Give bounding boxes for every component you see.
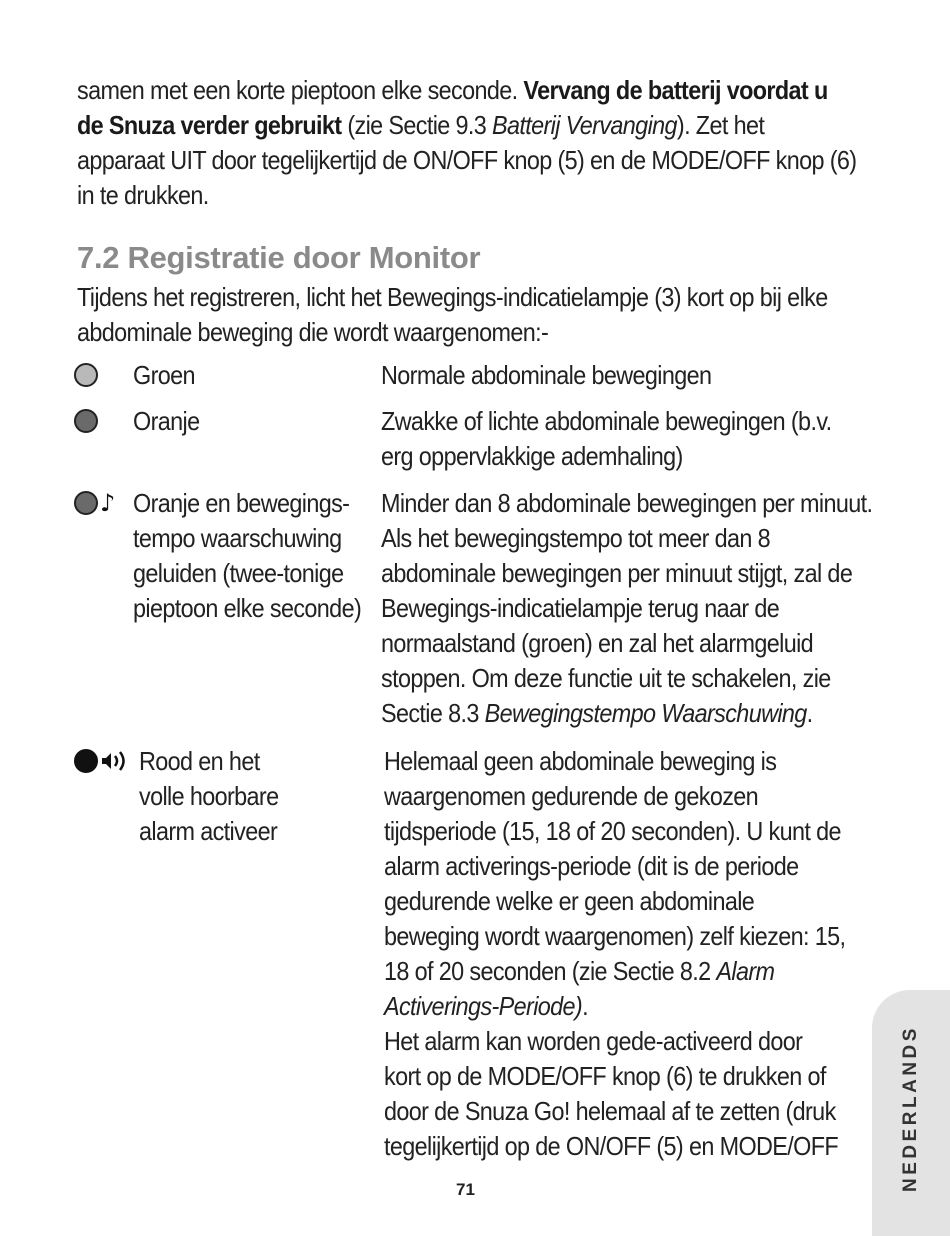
section-intro-line: abdominale beweging die wordt waargenomen:- — [77, 317, 549, 347]
orange-dot-icon — [74, 491, 98, 515]
status-label: Oranje — [133, 406, 200, 436]
status-description: Zwakke of lichte abdominale bewegingen (b.v. erg oppervlakkige ademhaling) — [381, 406, 832, 471]
status-label: Oranje en bewegings- tempo waarschuwing geluiden (twee-tonige pieptoon elke seconde) — [133, 488, 362, 623]
red-light-with-speaker-icon — [74, 746, 130, 776]
language-tab-label: NEDERLANDS — [900, 1025, 921, 1192]
status-label: Groen — [133, 360, 195, 390]
section-reference: Activerings-Periode). — [384, 991, 588, 1021]
music-note-icon: ♪ — [100, 489, 116, 517]
speaker-sound-icon — [100, 749, 130, 773]
status-description: Normale abdominale bewegingen — [381, 360, 712, 390]
section-heading: 7.2 Registratie door Monitor — [77, 240, 481, 275]
status-description: Helemaal geen abdominale beweging is waargenomen gedurende de gekozen tijdsperiode (15, 18 of 20 seconden). U kunt de alarm activerings-periode (dit is de periode gedurende welke er geen abdominale beweging wordt waargenomen) zelf kiezen: 15, 18 of 20 seconden (zie Sectie 8.2 Alarm Activerings-Periode). Het alarm kan worden gede-activeerd door kort op de MODE/OFF knop (6) te drukken of door de Snuza Go! helemaal af te zetten (druk tegelijkertijd op de ON/OFF (5) en MODE/OFF — [384, 744, 861, 1164]
intro-paragraph — [77, 73, 869, 213]
red-dot-icon — [74, 749, 98, 773]
section-reference: 18 of 20 seconden (zie Sectie 8.2 Alarm — [384, 956, 775, 986]
section-intro-line: Tijdens het registreren, licht het Bewegings-indicatielampje (3) kort op bij elke — [77, 282, 828, 312]
intro-line: samen met een korte pieptoon elke seconde. Vervang de batterij voordat u — [77, 75, 828, 105]
green-dot-icon — [74, 363, 98, 387]
status-description: Minder dan 8 abdominale bewegingen per minuut. Als het bewegingstempo tot meer dan 8 abdominale bewegingen per minuut stijgt, zal de Bewegings-indicatielampje terug naar de normaalstand (groen) en zal het alarmgeluid stoppen. Om deze functie uit te schakelen, zie Sectie 8.3 Bewegingstempo Waarschuwing. — [381, 486, 858, 731]
green-light-icon — [74, 360, 98, 390]
intro-line: de Snuza verder gebruikt (zie Sectie 9.3 Batterij Vervanging). Zet het — [77, 110, 765, 140]
orange-dot-icon — [74, 409, 98, 433]
intro-line: apparaat UIT door tegelijkertijd de ON/OFF knop (5) en de MODE/OFF knop (6) — [77, 145, 857, 175]
orange-light-with-note-icon — [74, 488, 115, 518]
section-reference: Sectie 8.3 Bewegingstempo Waarschuwing. — [381, 698, 813, 728]
intro-line: in te drukken. — [77, 180, 209, 210]
status-label: Rood en het volle hoorbare alarm activeer — [139, 746, 279, 846]
section-intro — [77, 280, 869, 350]
page-number: 71 — [456, 1180, 475, 1199]
orange-light-icon — [74, 406, 98, 436]
